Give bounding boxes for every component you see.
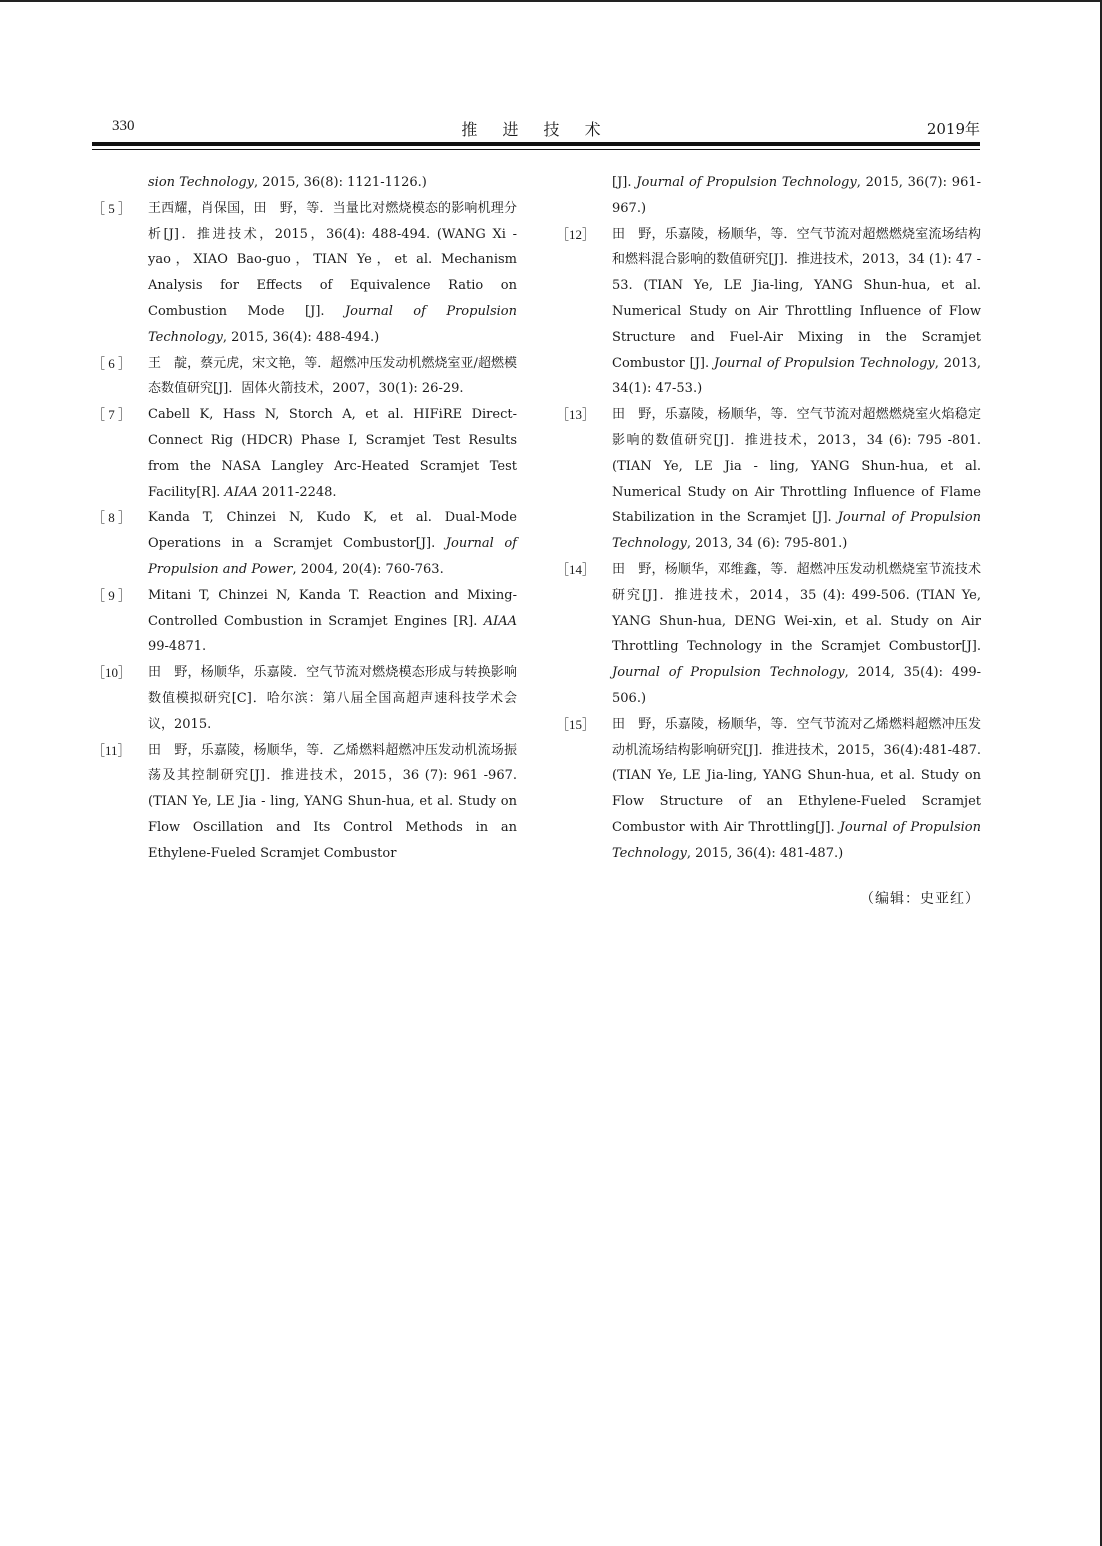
reference-number: ［ 9 ］ <box>92 587 132 603</box>
reference-entry <box>556 222 981 403</box>
references-left-column <box>92 170 517 867</box>
reference-number: ［11］ <box>92 742 131 758</box>
reference-number: ［15］ <box>556 716 596 732</box>
reference-continuation: [J]. Journal of Propulsion Technology, 2015, 36(7): 961-967.) <box>612 175 981 216</box>
reference-entry <box>556 402 981 557</box>
header-rule-thin <box>92 149 980 150</box>
editor-note: （编辑：史亚红） <box>860 891 980 907</box>
reference-text: Kanda T, Chinzei N, Kudo K, et al. Dual-Mode Operations in a Scramjet Combustor[J]. Journal of Propulsion and Power, 2004, 20(4): 760-763. <box>148 510 517 577</box>
reference-text: 王西耀，肖保国，田 野，等．当量比对燃烧模态的影响机理分析[J]．推进技术，2015，36(4): 488-494. (WANG Xi - yao，XIAO Bao-guo，TIAN Ye，et al. Mechanism Analysis for Effects of Equivalence Ratio on Combustion Mode [J]. Journal of Propulsion Technology, 2015, 36(4): 488-494.) <box>148 200 517 345</box>
reference-text: 田 野，乐嘉陵，杨顺华，等．空气节流对超燃燃烧室流场结构和燃料混合影响的数值研究[J]．推进技术，2013，34 (1): 47 - 53. (TIAN Ye, LE Jia-ling, YANG Shun-hua, et al. Numerical Study on Air Throttling Influence of Flow Structure and Fuel-Air Mixing in the Scramjet Combustor [J]. Journal of Propulsion Technology, 2013, 34(1): 47-53.) <box>612 226 982 397</box>
reference-text: Mitani T, Chinzei N, Kanda T. Reaction and Mixing-Controlled Combustion in Scramjet Engines [R]. AIAA 99-4871. <box>148 587 517 655</box>
reference-entry <box>92 505 517 582</box>
reference-continuation: sion Technology, 2015, 36(8): 1121-1126.) <box>148 175 427 190</box>
header-rule-thick <box>92 142 980 146</box>
reference-entry <box>92 402 517 505</box>
journal-title: 推 进 技 术 <box>461 120 611 139</box>
reference-entry <box>92 660 517 737</box>
scan-edge-top <box>0 0 1102 2</box>
reference-number: ［13］ <box>556 407 596 423</box>
reference-text: 田 野，乐嘉陵，杨顺华，等．空气节流对乙烯燃料超燃冲压发动机流场结构影响研究[J]．推进技术，2015，36(4):481-487. (TIAN Ye, LE Jia-ling, YANG Shun-hua, et al. Study on Flow Structure of an Ethylene-Fueled Scramjet Combustor with Air Throttling[J]. Journal of Propulsion Technology, 2015, 36(4): 481-487.) <box>612 716 981 861</box>
publication-year: 2019年 <box>926 120 980 138</box>
reference-text: Cabell K, Hass N, Storch A, et al. HIFiRE Direct-Connect Rig (HDCR) Phase I, Scramjet Test Results from the NASA Langley Arc-Heated Scramjet Test Facility[R]. AIAA 2011-2248. <box>148 407 517 500</box>
reference-entry <box>92 583 517 660</box>
reference-entry <box>92 738 517 867</box>
reference-number: ［14］ <box>556 561 596 577</box>
reference-number: ［ 5 ］ <box>92 200 132 216</box>
references-right-column <box>556 170 981 867</box>
reference-number: ［ 8 ］ <box>92 510 132 526</box>
page-header <box>92 112 980 142</box>
reference-number: ［ 6 ］ <box>92 355 132 371</box>
reference-text: 田 野，乐嘉陵，杨顺华，等．乙烯燃料超燃冲压发动机流场振荡及其控制研究[J]．推进技术，2015，36 (7): 961 -967. (TIAN Ye, LE Jia - ling, YANG Shun-hua, et al. Study on Flow Oscillation and Its Control Methods in an Ethylene-Fueled Scramjet Combustor <box>148 742 517 861</box>
reference-number: ［ 7 ］ <box>92 407 132 423</box>
reference-entry <box>92 351 517 403</box>
reference-number: ［12］ <box>556 226 596 242</box>
reference-number: ［10］ <box>92 665 132 681</box>
page-number: 330 <box>112 118 135 134</box>
reference-entry <box>556 557 981 712</box>
reference-text: 王 靛，蔡元虎，宋文艳，等．超燃冲压发动机燃烧室亚/超燃模态数值研究[J]．固体火箭技术，2007，30(1): 26-29. <box>148 355 517 397</box>
reference-text: 田 野，乐嘉陵，杨顺华，等．空气节流对超燃燃烧室火焰稳定影响的数值研究[J]．推进技术，2013，34 (6): 795 -801. (TIAN Ye, LE Jia - ling, YANG Shun-hua, et al. Numerical Study on Air Throttling Influence of Flame Stabilization in the Scramjet [J]. Journal of Propulsion Technology, 2013, 34 (6): 795-801.) <box>612 407 981 552</box>
reference-entry <box>92 196 517 351</box>
reference-entry <box>556 712 981 867</box>
reference-text: 田 野，杨顺华，乐嘉陵．空气节流对燃烧模态形成与转换影响数值模拟研究[C]．哈尔滨：第八届全国高超声速科技学术会议，2015. <box>148 665 517 732</box>
reference-text: 田 野，杨顺华，邓维鑫，等．超燃冲压发动机燃烧室节流技术研究[J]．推进技术，2014，35 (4): 499-506. (TIAN Ye, YANG Shun-hua, DENG Wei-xin, et al. Study on Air Throttling Technology in the Scramjet Combustor[J]. Journal of Propulsion Technology, 2014, 35(4): 499-506.) <box>612 561 981 706</box>
